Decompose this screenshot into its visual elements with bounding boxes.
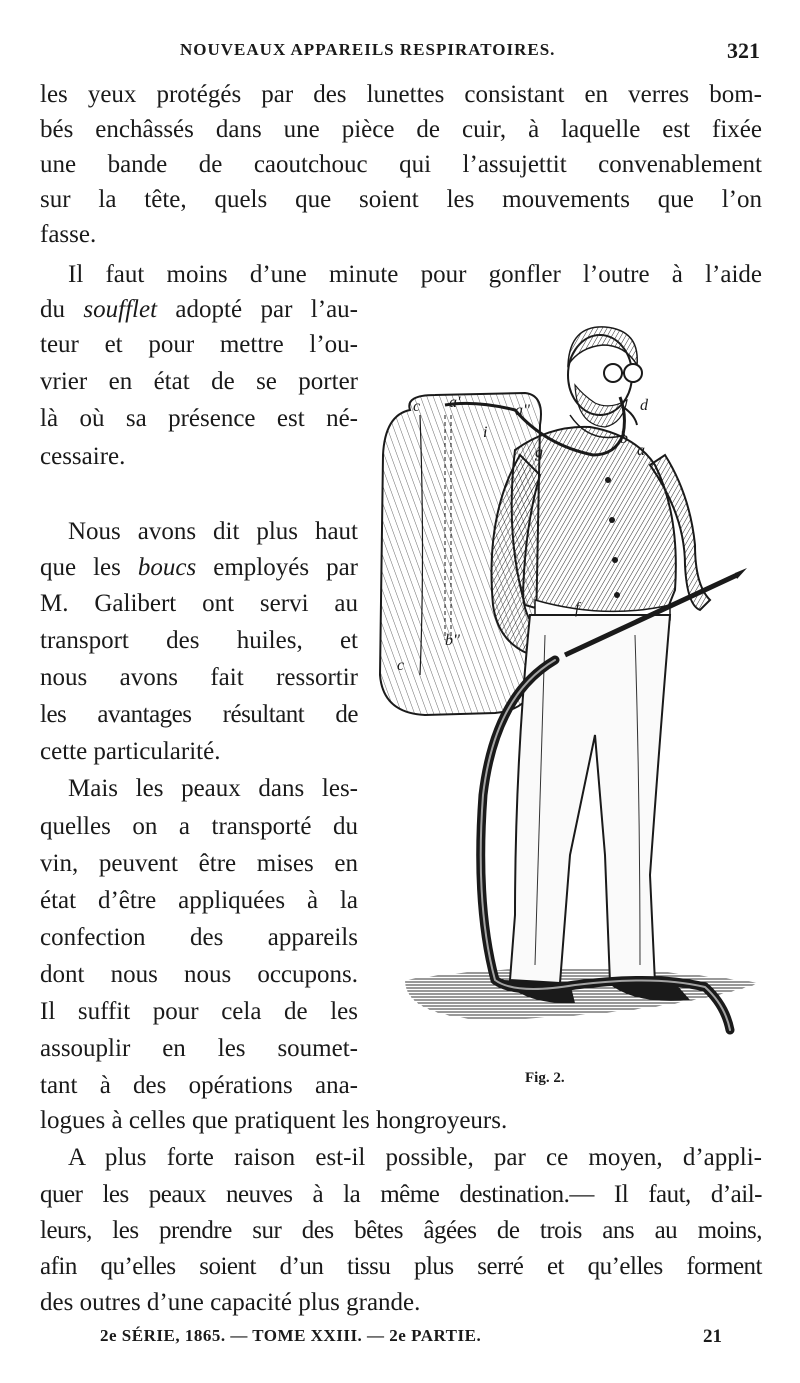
text-line: quer les peaux neuves à la même destination.— Il faut, d’ail- <box>40 1181 762 1208</box>
goggles-right <box>624 364 642 382</box>
text-line: cessaire. <box>40 443 126 470</box>
text-line: cette particularité. <box>40 738 221 765</box>
text-span: du <box>40 296 84 323</box>
text-span: que les <box>40 554 138 581</box>
page-footer <box>40 1323 762 1353</box>
figure-caption: Fig. 2. <box>525 1070 565 1086</box>
page-number: 321 <box>727 38 760 63</box>
letter-label: b <box>620 430 628 447</box>
text-line: confection des appareils <box>40 924 358 951</box>
text-line: vin, peuvent être mises en <box>40 850 358 877</box>
text-line: sur la tête, quels que soient les mouvements que l’on <box>40 186 762 213</box>
text-line: Mais les peaux dans les- <box>68 775 358 802</box>
text-line: Il faut moins d’une minute pour gonfler l’outre à l’aide <box>68 261 762 288</box>
text-line: une bande de caoutchouc qui l’assujettit convenablement <box>40 151 762 178</box>
text-line <box>40 551 358 585</box>
text-line: vrier en état de se porter <box>40 368 358 395</box>
text-line: afin qu’elles soient d’un tissu plus serré et qu’elles forment <box>40 1253 762 1280</box>
text-line: dont nous nous occupons. <box>40 961 358 988</box>
letter-label: i <box>483 424 488 441</box>
text-line: leurs, les prendre sur des bêtes âgées de trois ans au moins, <box>40 1217 762 1244</box>
text-line: assouplir en les soumet- <box>40 1035 358 1062</box>
engraving-illustration <box>365 315 775 1075</box>
text-line: M. Galibert ont servi au <box>40 590 358 617</box>
text-line: des outres d’une capacité plus grande. <box>40 1289 421 1316</box>
text-line: bés enchâssés dans une pièce de cuir, à laquelle est fixée <box>40 116 762 143</box>
text-line: les yeux protégés par des lunettes consistant en verres bom- <box>40 81 762 108</box>
text-line: là où sa présence est né- <box>40 405 358 432</box>
text-line: tant à des opérations ana- <box>40 1072 358 1099</box>
goggles-left <box>604 364 622 382</box>
text-line: fasse. <box>40 221 97 248</box>
figure-engraving <box>365 315 775 1075</box>
page-header <box>180 38 760 68</box>
letter-label: a'' <box>515 402 530 419</box>
text-line: logues à celles que pratiquent les hongroyeurs. <box>40 1107 508 1134</box>
text-span: adopté par l’au- <box>157 296 358 323</box>
letter-label: b'' <box>445 632 460 649</box>
running-title: NOUVEAUX APPAREILS RESPIRATOIRES. <box>180 40 556 59</box>
text-line: teur et pour mettre l’ou- <box>40 331 358 358</box>
text-line <box>40 293 358 327</box>
text-line: les avantages résultant de <box>40 701 358 728</box>
signature-mark: 21 <box>703 1326 722 1347</box>
text-line: A plus forte raison est-il possible, par ce moyen, d’appli- <box>68 1144 762 1171</box>
letter-label: c <box>397 657 405 674</box>
text-line: Il suffit pour cela de les <box>40 998 358 1025</box>
letter-label: g <box>535 444 543 461</box>
text-line: quelles on a transporté du <box>40 813 358 840</box>
letter-label: f <box>575 600 580 617</box>
letter-label: c <box>413 398 421 415</box>
emphasis-boucs: boucs <box>137 554 197 581</box>
letter-label: d <box>640 397 648 414</box>
text-line: transport des huiles, et <box>40 627 358 654</box>
footer-series: 2e SÉRIE, 1865. — TOME XXIII. — 2e PARTIE. <box>100 1326 482 1345</box>
text-span: employés par <box>196 554 358 581</box>
letter-label: a' <box>449 394 461 411</box>
text-line: nous avons fait ressortir <box>40 664 358 691</box>
text-line: Nous avons dit plus haut <box>68 518 358 545</box>
text-line: état d’être appliquées à la <box>40 887 358 914</box>
letter-label: a <box>637 442 645 459</box>
emphasis-soufflet: soufflet <box>83 296 158 323</box>
